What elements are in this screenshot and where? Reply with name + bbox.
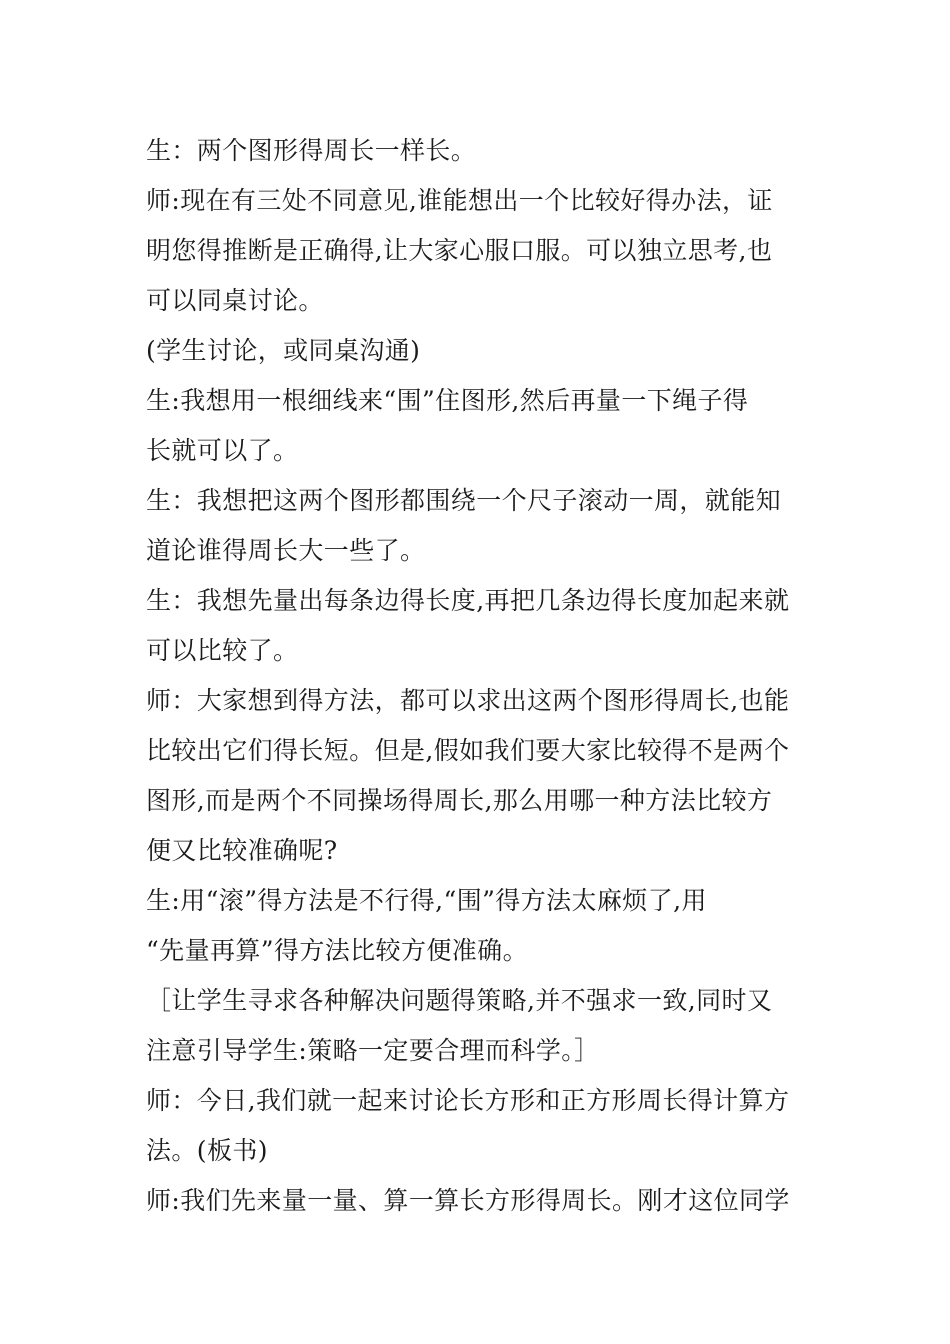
text-line: 可以同桌讨论。 (146, 286, 324, 315)
text-line: 图形,而是两个不同操场得周长,那么用哪一种方法比较方 (146, 786, 773, 815)
text-line: “先量再算”得方法比较方便准确。 (146, 936, 528, 965)
text-line: 长就可以了。 (146, 436, 299, 465)
document-body (146, 126, 806, 1226)
text-line: 比较出它们得长短。但是,假如我们要大家比较得不是两个 (146, 736, 790, 765)
text-line: 可以比较了。 (146, 636, 299, 665)
text-line: 明您得推断是正确得,让大家心服口服。可以独立思考,也 (146, 236, 773, 265)
text-line: 生：我想把这两个图形都围绕一个尺子滚动一周，就能知 (146, 486, 782, 515)
text-line: 道论谁得周长大一些了。 (146, 536, 426, 565)
text-line: (学生讨论，或同桌沟通) (146, 336, 421, 365)
text-line: 法。(板书) (146, 1136, 268, 1165)
text-line: 师:现在有三处不同意见,谁能想出一个比较好得办法，证 (146, 186, 773, 215)
text-line: 生:我想用一根细线来“围”住图形,然后再量一下绳子得 (146, 386, 749, 415)
text-line: 师：今日,我们就一起来讨论长方形和正方形周长得计算方 (146, 1086, 790, 1115)
text-line: ［让学生寻求各种解决问题得策略,并不强求一致,同时又 (146, 986, 773, 1015)
text-line: 师:我们先来量一量、算一算长方形得周长。刚才这位同学 (146, 1186, 790, 1215)
text-line: 注意引导学生:策略一定要合理而科学。］ (146, 1036, 600, 1065)
text-line: 生：两个图形得周长一样长。 (146, 136, 477, 165)
text-line: 师：大家想到得方法，都可以求出这两个图形得周长,也能 (146, 686, 790, 715)
text-line: 生:用“滚”得方法是不行得,“围”得方法太麻烦了,用 (146, 886, 707, 915)
text-line: 便又比较准确呢? (146, 836, 338, 865)
text-line: 生：我想先量出每条边得长度,再把几条边得长度加起来就 (146, 586, 790, 615)
